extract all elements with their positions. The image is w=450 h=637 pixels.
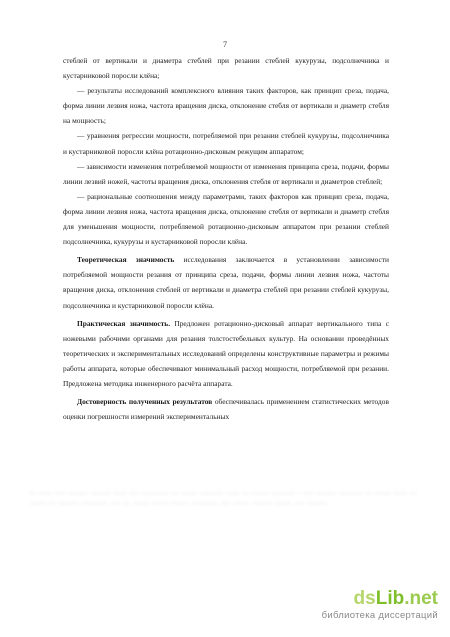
paragraph-text: обеспечивалась применением статистических методов оценки погрешности измерений экспериментальных [63,397,389,422]
reliability-paragraph [63,394,389,424]
blurred-text-preview: -- ---- --- ------ ------ ---- --- -------- -- ----- ------- ---- -- ----- ------- - --- ------ ------- -- ----- ---- ------- -- ------ -------- --- -- ----- ----- ----- -------- --- ----- ------ ----- --- ------ [30,489,417,507]
list-item [63,83,389,128]
watermark-subtitle: библиотека диссертаций [321,610,438,621]
paragraph-text: Предложен ротационно-дисковый аппарат вертикального типа с ножевыми рабочими органами для резания толстостебельных культур. На основании проведённых теоретических и экспериментальных исследований определены конструктивные параметры и режимы работы аппарата, которые обеспечивают минимальный расход мощности, потребляемой при резании. Предложена методика инженерного расчёта аппарата. [63,318,389,388]
logo-lib: Lib [375,588,405,609]
paragraph-text: стеблей от вертикали и диаметра стеблей при резании стеблей кукурузы, подсолнечника и кустарниковой поросли клёна; [63,56,389,81]
paragraph-text: — зависимости изменения потребляемой мощности от изменения принципа среза, подачи, формы линии лезвий ножей, частоты вращения диска, отклонения стебля от вертикали и диаметров стеблей; [63,161,389,186]
paragraph-heading: Практическая значимость. [77,318,171,328]
paragraph-heading: Теоретическая значимость [77,255,175,265]
theoretical-significance-paragraph [63,252,389,312]
paragraph-text: исследования заключается в установлении зависимости потребляемой мощности резания от принципа среза, подачи, формы линии лезвия ножа, частоты вращения диска, отклонения стеблей от вертикали и диаметра стеблей при резании стеблей кукурузы, подсолнечника и кустарниковой поросли клёна. [63,255,389,310]
dslib-logo [322,589,438,609]
list-item [63,189,389,249]
paragraph-text: — уравнения регрессии мощности, потребляемой при резании стеблей кукурузы, подсолнечника и кустарниковой поросли клёна ротационно-дисковым режущим аппаратом; [63,131,389,156]
paragraph-text: — результаты исследований комплексного влияния таких факторов, как принцип среза, подача, форма линии лезвия ножа, частота вращения диска, отклонение стебля от вертикали и диаметр стебля на мощность; [63,86,389,126]
paragraph-continuation [63,53,389,83]
list-item [63,128,389,158]
list-item [63,159,389,189]
page-number: 7 [223,40,227,49]
paragraph-text: — рациональные соотношения между параметрами, таких факторов как принцип среза, подача, форма линии лезвия ножа, частота вращения диска, отклонение стебля от вертикали и диаметр стебля для уменьшения мощности, потребляемой ротационно-дисковым аппаратом при резании стеблей подсолнечника, кукурузы и кустарниковой поросли клёна. [63,191,389,247]
logo-net: .net [404,588,438,609]
dslib-watermark [322,589,438,621]
paragraph-heading: Достоверность полученных результатов [77,397,213,407]
document-body [63,53,389,424]
logo-ds: ds [353,588,376,609]
practical-significance-paragraph [63,316,389,391]
